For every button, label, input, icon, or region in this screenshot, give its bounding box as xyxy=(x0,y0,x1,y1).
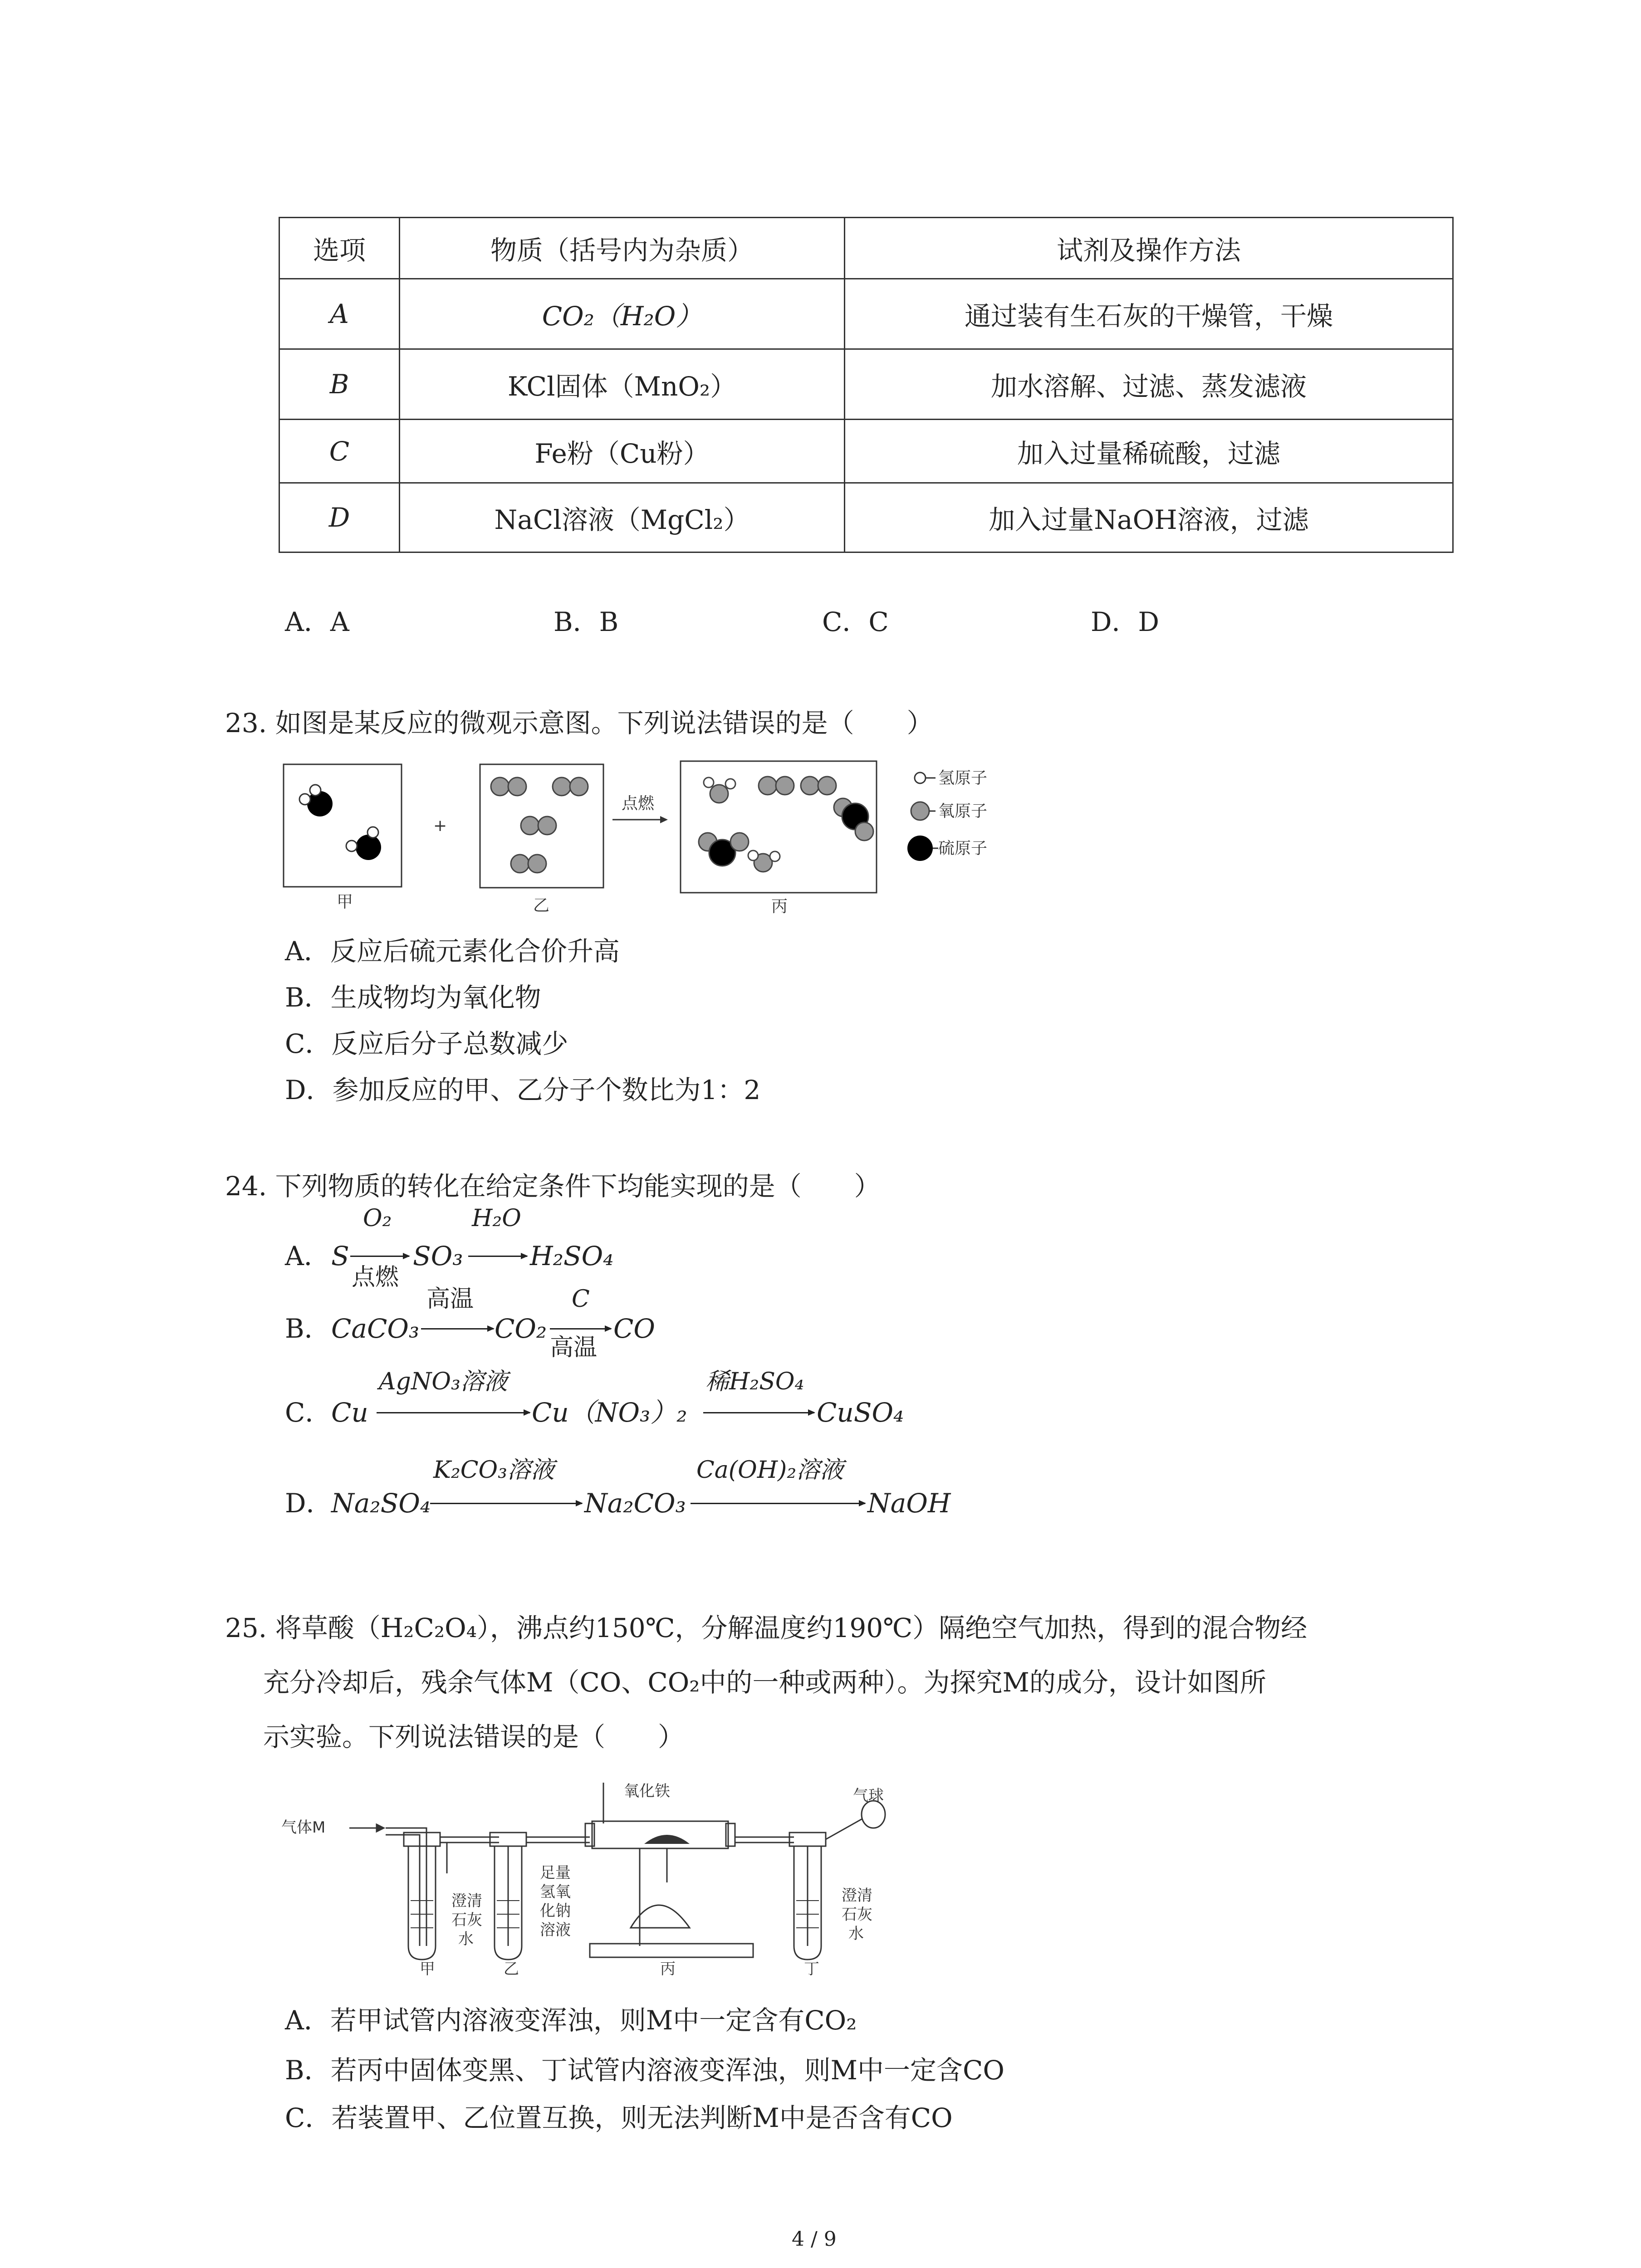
q25-choice-c: C．若装置甲、乙位置互换，则无法判断M中是否含有CO xyxy=(285,2102,953,2133)
legend-sulfur: 硫原子 xyxy=(938,839,988,858)
q24-stem: 24. 下列物质的转化在给定条件下均能实现的是（ ） xyxy=(225,1171,881,1202)
row-substance: CO₂（H₂O） xyxy=(400,279,845,349)
q24-b-c1-top: 高温 xyxy=(426,1286,474,1313)
q24-d-c2-top: Ca(OH)₂溶液 xyxy=(696,1457,844,1484)
q24-c-arrow2 xyxy=(703,1412,814,1413)
q24-d-arrow1 xyxy=(430,1503,582,1504)
q24-b-s1: CaCO₃ xyxy=(331,1313,420,1344)
svg-text:水: 水 xyxy=(848,1925,864,1943)
q23-reaction-figure xyxy=(272,753,1043,934)
q24-b-c2-top: C xyxy=(572,1286,590,1313)
header-option: 选项 xyxy=(279,218,400,279)
header-method: 试剂及操作方法 xyxy=(845,218,1453,279)
q22-choice-c: C．C xyxy=(822,606,889,637)
svg-text:氢氧: 氢氧 xyxy=(540,1883,571,1901)
header-substance: 物质（括号内为杂质） xyxy=(400,218,845,279)
q24-a-c1-bottom: 点燃 xyxy=(352,1264,399,1291)
row-substance: Fe粉（Cu粉） xyxy=(400,420,845,483)
q22-choice-b: B．B xyxy=(554,606,619,637)
svg-text:溶液: 溶液 xyxy=(540,1921,571,1939)
q24-a-arrow1 xyxy=(350,1256,409,1257)
q24-c-s1: Cu xyxy=(331,1397,368,1428)
q24-b-c2-bottom: 高温 xyxy=(550,1334,598,1361)
balloon-label: 气球 xyxy=(853,1787,884,1805)
plus-sign: + xyxy=(433,816,447,835)
row-substance: NaCl溶液（MgCl₂） xyxy=(400,483,845,552)
q23-choice-c: C．反应后分子总数减少 xyxy=(285,1028,568,1059)
svg-text:足量: 足量 xyxy=(540,1864,571,1882)
page-number: 4 / 9 xyxy=(792,2228,837,2251)
row-substance: KCl固体（MnO₂） xyxy=(400,349,845,420)
q22-choice-d: D．D xyxy=(1091,606,1160,637)
q25-stem-line2: 充分冷却后，残余气体M（CO、CO₂中的一种或两种）。为探究M的成分，设计如图所 xyxy=(263,1667,1266,1698)
svg-text:水: 水 xyxy=(458,1930,474,1948)
q24-a-s3: H₂SO₄ xyxy=(530,1241,614,1271)
q24-c-c2-top: 稀H₂SO₄ xyxy=(705,1368,804,1395)
q24-a-s2: SO₃ xyxy=(413,1241,463,1271)
iron-oxide-label: 氧化铁 xyxy=(624,1782,670,1800)
row-option: A xyxy=(279,279,400,349)
q22-choice-a: A．A xyxy=(285,606,349,637)
label-jia: 甲 xyxy=(337,893,353,911)
q25-stem-line3: 示实验。下列说法错误的是（ ） xyxy=(263,1721,685,1752)
label-bing: 丙 xyxy=(771,897,788,916)
q24-d-arrow2 xyxy=(691,1503,865,1504)
q24-b-s3: CO xyxy=(613,1313,655,1344)
q25-apparatus-figure xyxy=(272,1765,935,1978)
q23-choice-d: D．参加反应的甲、乙分子个数比为1：2 xyxy=(285,1075,761,1105)
q24-c-s3: CuSO₄ xyxy=(817,1397,904,1428)
row-option: C xyxy=(279,420,400,483)
q23-stem: 23. 如图是某反应的微观示意图。下列说法错误的是（ ） xyxy=(225,708,933,738)
svg-text:澄清: 澄清 xyxy=(451,1892,482,1910)
legend-hydrogen: 氢原子 xyxy=(938,769,988,787)
q24-a-s1: S xyxy=(331,1241,349,1271)
options-table xyxy=(279,217,1454,553)
gas-label: 气体M xyxy=(281,1818,326,1837)
q24-a-arrow2 xyxy=(468,1256,527,1257)
row-method: 加入过量NaOH溶液，过滤 xyxy=(845,483,1453,552)
label-ding: 丁 xyxy=(804,1960,819,1978)
row-option: B xyxy=(279,349,400,420)
row-option: D xyxy=(279,483,400,552)
q24-c-s2: Cu（NO₃）₂ xyxy=(532,1397,687,1428)
q25-choice-b: B．若丙中固体变黑、丁试管内溶液变浑浊，则M中一定含CO xyxy=(285,2055,1004,2086)
label-bing: 丙 xyxy=(660,1960,676,1978)
q24-a-c1-top: O₂ xyxy=(363,1205,392,1232)
q24-d-letter: D． xyxy=(285,1488,333,1519)
svg-text:化钠: 化钠 xyxy=(540,1902,571,1920)
q24-b-letter: B． xyxy=(285,1313,331,1344)
q25-stem-line1: 25. 将草酸（H₂C₂O₄），沸点约150℃，分解温度约190℃）隔绝空气加热，得到的混合物经 xyxy=(225,1613,1308,1643)
q24-c-letter: C． xyxy=(285,1397,332,1428)
row-method: 加水溶解、过滤、蒸发滤液 xyxy=(845,349,1453,420)
q24-d-s1: Na₂SO₄ xyxy=(331,1488,431,1519)
label-yi: 乙 xyxy=(504,1960,519,1978)
legend-oxygen: 氧原子 xyxy=(938,802,988,821)
label-yi: 乙 xyxy=(533,896,550,915)
arrow-label: 点燃 xyxy=(622,794,655,813)
q24-b-s2: CO₂ xyxy=(495,1313,547,1344)
row-method: 通过装有生石灰的干燥管，干燥 xyxy=(845,279,1453,349)
q24-a-letter: A． xyxy=(285,1241,330,1271)
q23-choice-b: B．生成物均为氧化物 xyxy=(285,982,541,1013)
q24-d-c1-top: K₂CO₃溶液 xyxy=(433,1457,554,1484)
q24-d-s3: NaOH xyxy=(867,1488,951,1519)
q24-d-s2: Na₂CO₃ xyxy=(584,1488,686,1519)
row-method: 加入过量稀硫酸，过滤 xyxy=(845,420,1453,483)
q24-c-arrow1 xyxy=(377,1412,530,1413)
q25-choice-a: A．若甲试管内溶液变浑浊，则M中一定含有CO₂ xyxy=(285,2005,857,2036)
svg-text:石灰: 石灰 xyxy=(451,1911,482,1929)
q23-choice-a: A．反应后硫元素化合价升高 xyxy=(285,936,620,967)
q24-b-arrow1 xyxy=(421,1328,494,1330)
label-jia: 甲 xyxy=(420,1960,435,1978)
q24-b-arrow2 xyxy=(550,1328,611,1330)
svg-text:石灰: 石灰 xyxy=(842,1906,872,1924)
q24-a-c2-top: H₂O xyxy=(472,1205,521,1232)
svg-text:澄清: 澄清 xyxy=(842,1887,872,1905)
q24-c-c1-top: AgNO₃溶液 xyxy=(379,1368,508,1395)
